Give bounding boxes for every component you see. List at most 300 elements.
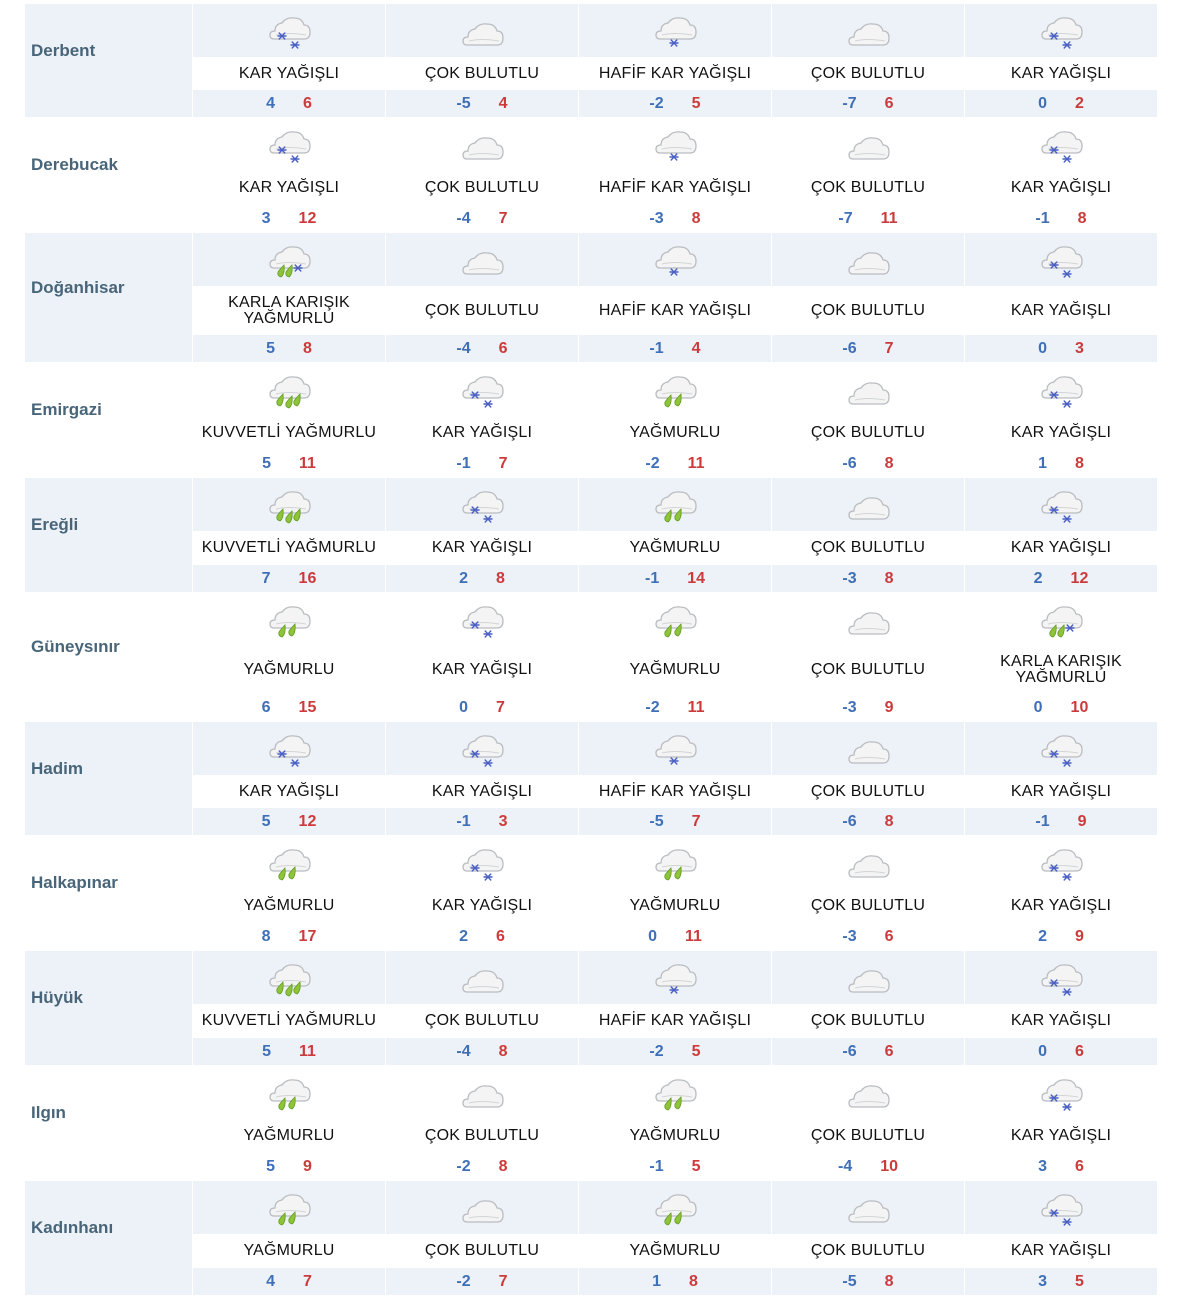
city-row: [25, 836, 1158, 950]
forecast-day-cell: [965, 1181, 1157, 1295]
temperature-range: [772, 808, 964, 835]
city-name[interactable]: [25, 478, 192, 592]
forecast-day-cell: [772, 478, 964, 592]
max-temperature: 7: [884, 339, 894, 357]
max-temperature: 7: [303, 1272, 312, 1290]
light-snow-icon: [579, 4, 771, 57]
forecast-day-cell: [193, 233, 385, 362]
weather-description: KAR YAĞIŞLI: [386, 646, 578, 694]
min-temperature: -7: [842, 94, 857, 112]
max-temperature: 10: [1070, 698, 1089, 716]
city-name-label[interactable]: Doğanhisar: [31, 277, 125, 297]
min-temperature: 0: [459, 698, 468, 716]
max-temperature: 8: [884, 454, 894, 472]
rain-icon: [193, 593, 385, 646]
forecast-day-cell: [579, 593, 771, 721]
temperature-range: [386, 923, 578, 950]
forecast-day-cell: [579, 1066, 771, 1180]
min-temperature: 3: [1038, 1272, 1047, 1290]
city-name-label[interactable]: Kadınhanı: [31, 1218, 114, 1237]
weather-description: YAĞMURLU: [579, 889, 771, 923]
city-name[interactable]: [25, 1181, 192, 1295]
max-temperature: 16: [298, 569, 317, 587]
weather-description: ÇOK BULUTLU: [772, 775, 964, 808]
temperature-range: [193, 1153, 385, 1180]
weather-description: KAR YAĞIŞLI: [965, 775, 1157, 808]
weather-description: KAR YAĞIŞLI: [386, 531, 578, 565]
city-row: [25, 363, 1158, 477]
weather-description: KAR YAĞIŞLI: [965, 1119, 1157, 1153]
snow-icon: [193, 722, 385, 775]
min-temperature: 0: [1038, 1042, 1047, 1060]
city-name[interactable]: [25, 363, 192, 477]
min-temperature: 5: [266, 339, 275, 357]
max-temperature: 9: [1077, 812, 1087, 830]
min-temperature: -2: [649, 94, 664, 112]
max-temperature: 8: [689, 1272, 698, 1290]
max-temperature: 5: [691, 94, 701, 112]
snow-icon: [965, 233, 1157, 286]
max-temperature: 6: [1075, 1042, 1084, 1060]
rain-icon: [193, 836, 385, 889]
weather-description: HAFİF KAR YAĞIŞLI: [579, 775, 771, 808]
city-row: [25, 951, 1158, 1065]
snow-icon: [386, 478, 578, 531]
max-temperature: 8: [496, 569, 505, 587]
snow-icon: [965, 4, 1157, 57]
cloud-icon: [386, 951, 578, 1004]
min-temperature: 3: [261, 209, 271, 227]
min-temperature: 1: [652, 1272, 661, 1290]
min-temperature: -6: [842, 812, 857, 830]
temperature-range: [772, 565, 964, 592]
light-snow-icon: [579, 722, 771, 775]
city-name-label[interactable]: Derbent: [31, 40, 96, 60]
min-temperature: 6: [261, 698, 271, 716]
max-temperature: 17: [298, 927, 317, 945]
temperature-range: [772, 694, 964, 721]
heavy-rain-icon: [193, 951, 385, 1004]
min-temperature: -3: [842, 927, 857, 945]
weather-description: KAR YAĞIŞLI: [965, 1004, 1157, 1038]
cloud-icon: [772, 233, 964, 286]
snow-icon: [965, 1066, 1157, 1119]
forecast-day-cell: [579, 363, 771, 477]
min-temperature: -1: [1035, 209, 1050, 227]
temperature-range: [579, 450, 771, 477]
forecast-day-cell: [772, 118, 964, 232]
weather-description: YAĞMURLU: [193, 1119, 385, 1153]
rain-icon: [193, 1181, 385, 1234]
rain-icon: [579, 363, 771, 416]
temperature-range: [579, 808, 771, 835]
weather-description: ÇOK BULUTLU: [386, 57, 578, 90]
min-temperature: -5: [842, 1272, 857, 1290]
forecast-day-cell: [772, 4, 964, 117]
city-name[interactable]: [25, 118, 192, 232]
weather-description: ÇOK BULUTLU: [772, 1234, 964, 1268]
city-name-label[interactable]: Emirgazi: [31, 400, 102, 419]
min-temperature: 0: [1038, 339, 1047, 357]
weather-description: ÇOK BULUTLU: [772, 531, 964, 565]
max-temperature: 7: [691, 812, 701, 830]
cloud-icon: [772, 722, 964, 775]
forecast-day-cell: [579, 722, 771, 835]
forecast-day-cell: [386, 1066, 578, 1180]
weather-description: ÇOK BULUTLU: [772, 1119, 964, 1153]
min-temperature: 2: [459, 927, 468, 945]
forecast-day-cell: [772, 363, 964, 477]
forecast-day-cell: [193, 836, 385, 950]
min-temperature: -2: [645, 698, 660, 716]
temperature-range: [772, 450, 964, 477]
weather-description: KUVVETLİ YAĞMURLU: [193, 416, 385, 450]
temperature-range: [193, 808, 385, 835]
min-temperature: -4: [456, 1042, 471, 1060]
max-temperature: 2: [1075, 94, 1084, 112]
cloud-icon: [386, 1181, 578, 1234]
rain-icon: [579, 836, 771, 889]
city-name[interactable]: [25, 836, 192, 950]
forecast-day-cell: [579, 1181, 771, 1295]
rain-icon: [579, 1181, 771, 1234]
city-row: [25, 1181, 1158, 1295]
rain-icon: [579, 1066, 771, 1119]
city-name-label[interactable]: Ilgın: [31, 1103, 66, 1122]
city-row: [25, 118, 1158, 232]
temperature-range: [772, 205, 964, 232]
max-temperature: 12: [298, 812, 317, 830]
forecast-day-cell: [386, 478, 578, 592]
forecast-day-cell: [386, 363, 578, 477]
weather-description: KAR YAĞIŞLI: [386, 416, 578, 450]
forecast-day-cell: [193, 363, 385, 477]
weather-description: KAR YAĞIŞLI: [965, 57, 1157, 90]
max-temperature: 4: [691, 339, 701, 357]
snow-icon: [965, 1181, 1157, 1234]
min-temperature: -2: [456, 1272, 471, 1290]
weather-description: HAFİF KAR YAĞIŞLI: [579, 286, 771, 335]
city-row: [25, 722, 1158, 835]
city-row: [25, 478, 1158, 592]
city-name-label[interactable]: Hüyük: [31, 988, 83, 1007]
max-temperature: 15: [298, 698, 317, 716]
temperature-range: [579, 205, 771, 232]
forecast-day-cell: [965, 722, 1157, 835]
temperature-range: [965, 1153, 1157, 1180]
temperature-range: [579, 1153, 771, 1180]
weather-description: ÇOK BULUTLU: [772, 889, 964, 923]
max-temperature: 6: [884, 94, 894, 112]
city-name-label[interactable]: Ereğli: [31, 515, 79, 534]
weather-description: KAR YAĞIŞLI: [965, 171, 1157, 205]
max-temperature: 7: [498, 209, 508, 227]
max-temperature: 3: [1075, 339, 1084, 357]
temperature-range: [579, 1038, 771, 1065]
temperature-range: [193, 923, 385, 950]
weather-description: KAR YAĞIŞLI: [193, 775, 385, 808]
min-temperature: -1: [1035, 812, 1050, 830]
cloud-icon: [386, 118, 578, 171]
min-temperature: -6: [842, 1042, 857, 1060]
max-temperature: 6: [884, 1042, 894, 1060]
weather-description: YAĞMURLU: [579, 1119, 771, 1153]
temperature-range: [386, 1038, 578, 1065]
max-temperature: 6: [498, 339, 508, 357]
cloud-icon: [772, 118, 964, 171]
min-temperature: 3: [1038, 1157, 1047, 1175]
max-temperature: 8: [884, 569, 894, 587]
weather-description: YAĞMURLU: [193, 889, 385, 923]
min-temperature: -3: [842, 569, 857, 587]
min-temperature: -1: [649, 339, 664, 357]
weather-description: HAFİF KAR YAĞIŞLI: [579, 1004, 771, 1038]
max-temperature: 7: [498, 454, 508, 472]
weather-description: KAR YAĞIŞLI: [386, 775, 578, 808]
forecast-day-cell: [965, 363, 1157, 477]
max-temperature: 9: [303, 1157, 312, 1175]
forecast-day-cell: [965, 233, 1157, 362]
forecast-day-cell: [579, 4, 771, 117]
weather-description: KUVVETLİ YAĞMURLU: [193, 1004, 385, 1038]
min-temperature: -4: [456, 209, 471, 227]
temperature-range: [772, 1153, 964, 1180]
rain-icon: [579, 478, 771, 531]
max-temperature: 8: [691, 209, 701, 227]
cloud-icon: [772, 951, 964, 1004]
max-temperature: 8: [498, 1157, 508, 1175]
max-temperature: 6: [884, 927, 894, 945]
forecast-day-cell: [965, 4, 1157, 117]
min-temperature: 8: [261, 927, 271, 945]
min-temperature: 5: [262, 1042, 271, 1060]
temperature-range: [965, 565, 1157, 592]
snow-icon: [965, 951, 1157, 1004]
light-snow-icon: [579, 118, 771, 171]
forecast-table: [25, 4, 1158, 1296]
temperature-range: [193, 565, 385, 592]
temperature-range: [965, 205, 1157, 232]
temperature-range: [386, 565, 578, 592]
weather-description: KAR YAĞIŞLI: [193, 171, 385, 205]
weather-description: ÇOK BULUTLU: [772, 646, 964, 694]
snow-icon: [965, 478, 1157, 531]
min-temperature: 4: [266, 94, 275, 112]
city-name[interactable]: [25, 233, 192, 362]
sleet-icon: [965, 593, 1157, 646]
heavy-rain-icon: [193, 478, 385, 531]
min-temperature: 4: [266, 1272, 275, 1290]
min-temperature: -2: [645, 454, 660, 472]
max-temperature: 8: [884, 812, 894, 830]
temperature-range: [772, 335, 964, 362]
cloud-icon: [772, 363, 964, 416]
min-temperature: 2: [1033, 569, 1043, 587]
weather-description: KAR YAĞIŞLI: [965, 416, 1157, 450]
cloud-icon: [386, 233, 578, 286]
forecast-day-cell: [965, 593, 1157, 721]
city-row: [25, 1066, 1158, 1180]
min-temperature: 0: [648, 927, 657, 945]
min-temperature: 2: [459, 569, 468, 587]
max-temperature: 7: [496, 698, 505, 716]
min-temperature: -5: [649, 812, 664, 830]
min-temperature: 5: [262, 454, 271, 472]
forecast-day-cell: [386, 4, 578, 117]
temperature-range: [965, 335, 1157, 362]
max-temperature: 11: [687, 454, 705, 472]
max-temperature: 8: [1075, 454, 1084, 472]
temperature-range: [193, 90, 385, 117]
light-snow-icon: [579, 233, 771, 286]
cloud-icon: [772, 1181, 964, 1234]
min-temperature: 0: [1038, 94, 1047, 112]
city-name[interactable]: [25, 951, 192, 1065]
max-temperature: 6: [496, 927, 505, 945]
temperature-range: [386, 808, 578, 835]
max-temperature: 11: [298, 1042, 316, 1060]
snow-icon: [386, 722, 578, 775]
temperature-range: [193, 335, 385, 362]
max-temperature: 9: [884, 698, 894, 716]
temperature-range: [193, 205, 385, 232]
min-temperature: -1: [456, 454, 471, 472]
forecast-day-cell: [772, 951, 964, 1065]
cloud-icon: [772, 593, 964, 646]
city-name[interactable]: [25, 4, 192, 117]
city-name[interactable]: [25, 593, 192, 721]
temperature-range: [772, 90, 964, 117]
min-temperature: -1: [456, 812, 471, 830]
snow-icon: [386, 593, 578, 646]
weather-description: ÇOK BULUTLU: [772, 416, 964, 450]
weather-description: HAFİF KAR YAĞIŞLI: [579, 57, 771, 90]
max-temperature: 5: [691, 1042, 701, 1060]
forecast-day-cell: [193, 593, 385, 721]
max-temperature: 11: [684, 927, 702, 945]
min-temperature: -4: [837, 1157, 853, 1175]
temperature-range: [579, 565, 771, 592]
forecast-day-cell: [579, 836, 771, 950]
max-temperature: 8: [1077, 209, 1087, 227]
cloud-icon: [772, 836, 964, 889]
cloud-icon: [772, 4, 964, 57]
temperature-range: [579, 335, 771, 362]
weather-description: ÇOK BULUTLU: [772, 57, 964, 90]
cloud-icon: [386, 1066, 578, 1119]
temperature-range: [579, 90, 771, 117]
city-row: [25, 593, 1158, 721]
weather-description: KAR YAĞIŞLI: [965, 1234, 1157, 1268]
temperature-range: [772, 1038, 964, 1065]
max-temperature: 9: [1075, 927, 1084, 945]
min-temperature: -3: [842, 698, 857, 716]
temperature-range: [386, 90, 578, 117]
city-name[interactable]: [25, 722, 192, 835]
min-temperature: 0: [1033, 698, 1043, 716]
forecast-day-cell: [579, 118, 771, 232]
forecast-day-cell: [193, 1066, 385, 1180]
weather-description: YAĞMURLU: [579, 416, 771, 450]
weather-description: ÇOK BULUTLU: [386, 1234, 578, 1268]
snow-icon: [386, 836, 578, 889]
forecast-day-cell: [193, 722, 385, 835]
min-temperature: -6: [842, 339, 857, 357]
weather-description: KUVVETLİ YAĞMURLU: [193, 531, 385, 565]
forecast-day-cell: [772, 836, 964, 950]
max-temperature: 12: [1070, 569, 1089, 587]
max-temperature: 4: [498, 94, 508, 112]
snow-icon: [193, 4, 385, 57]
min-temperature: -6: [842, 454, 857, 472]
forecast-day-cell: [386, 722, 578, 835]
weather-description: ÇOK BULUTLU: [386, 1004, 578, 1038]
weather-description: KAR YAĞIŞLI: [965, 286, 1157, 335]
max-temperature: 10: [880, 1157, 899, 1175]
temperature-range: [965, 1268, 1157, 1295]
snow-icon: [965, 118, 1157, 171]
cloud-icon: [772, 478, 964, 531]
weather-description: YAĞMURLU: [193, 1234, 385, 1268]
max-temperature: 5: [1075, 1272, 1084, 1290]
city-name-label[interactable]: Halkapınar: [31, 873, 118, 892]
min-temperature: 1: [1038, 454, 1047, 472]
max-temperature: 11: [687, 698, 705, 716]
weather-description: HAFİF KAR YAĞIŞLI: [579, 171, 771, 205]
weather-description: ÇOK BULUTLU: [386, 286, 578, 335]
weather-description: YAĞMURLU: [579, 531, 771, 565]
light-snow-icon: [579, 951, 771, 1004]
weather-description: KARLA KARIŞIK YAĞMURLU: [965, 646, 1157, 694]
max-temperature: 5: [691, 1157, 701, 1175]
city-name-label[interactable]: Hadim: [31, 758, 83, 778]
temperature-range: [386, 450, 578, 477]
min-temperature: -7: [838, 209, 853, 227]
max-temperature: 11: [298, 454, 316, 472]
max-temperature: 11: [880, 209, 898, 227]
weather-description: ÇOK BULUTLU: [386, 1119, 578, 1153]
city-name[interactable]: [25, 1066, 192, 1180]
min-temperature: -1: [644, 569, 660, 587]
forecast-day-cell: [386, 118, 578, 232]
forecast-day-cell: [386, 233, 578, 362]
city-name-label[interactable]: Derebucak: [31, 155, 118, 174]
forecast-day-cell: [965, 951, 1157, 1065]
forecast-day-cell: [193, 4, 385, 117]
max-temperature: 3: [498, 812, 508, 830]
min-temperature: -4: [456, 339, 471, 357]
snow-icon: [965, 722, 1157, 775]
weather-description: KAR YAĞIŞLI: [965, 889, 1157, 923]
temperature-range: [965, 808, 1157, 835]
min-temperature: -5: [456, 94, 471, 112]
weather-description: ÇOK BULUTLU: [772, 1004, 964, 1038]
temperature-range: [386, 1153, 578, 1180]
city-name-label[interactable]: Güneysınır: [31, 637, 120, 656]
forecast-day-cell: [772, 1066, 964, 1180]
temperature-range: [579, 923, 771, 950]
forecast-day-cell: [386, 951, 578, 1065]
temperature-range: [386, 335, 578, 362]
sleet-icon: [193, 233, 385, 286]
forecast-day-cell: [386, 1181, 578, 1295]
weather-description: YAĞMURLU: [579, 646, 771, 694]
snow-icon: [193, 118, 385, 171]
rain-icon: [193, 1066, 385, 1119]
snow-icon: [965, 836, 1157, 889]
weather-description: ÇOK BULUTLU: [386, 171, 578, 205]
min-temperature: 5: [261, 812, 271, 830]
